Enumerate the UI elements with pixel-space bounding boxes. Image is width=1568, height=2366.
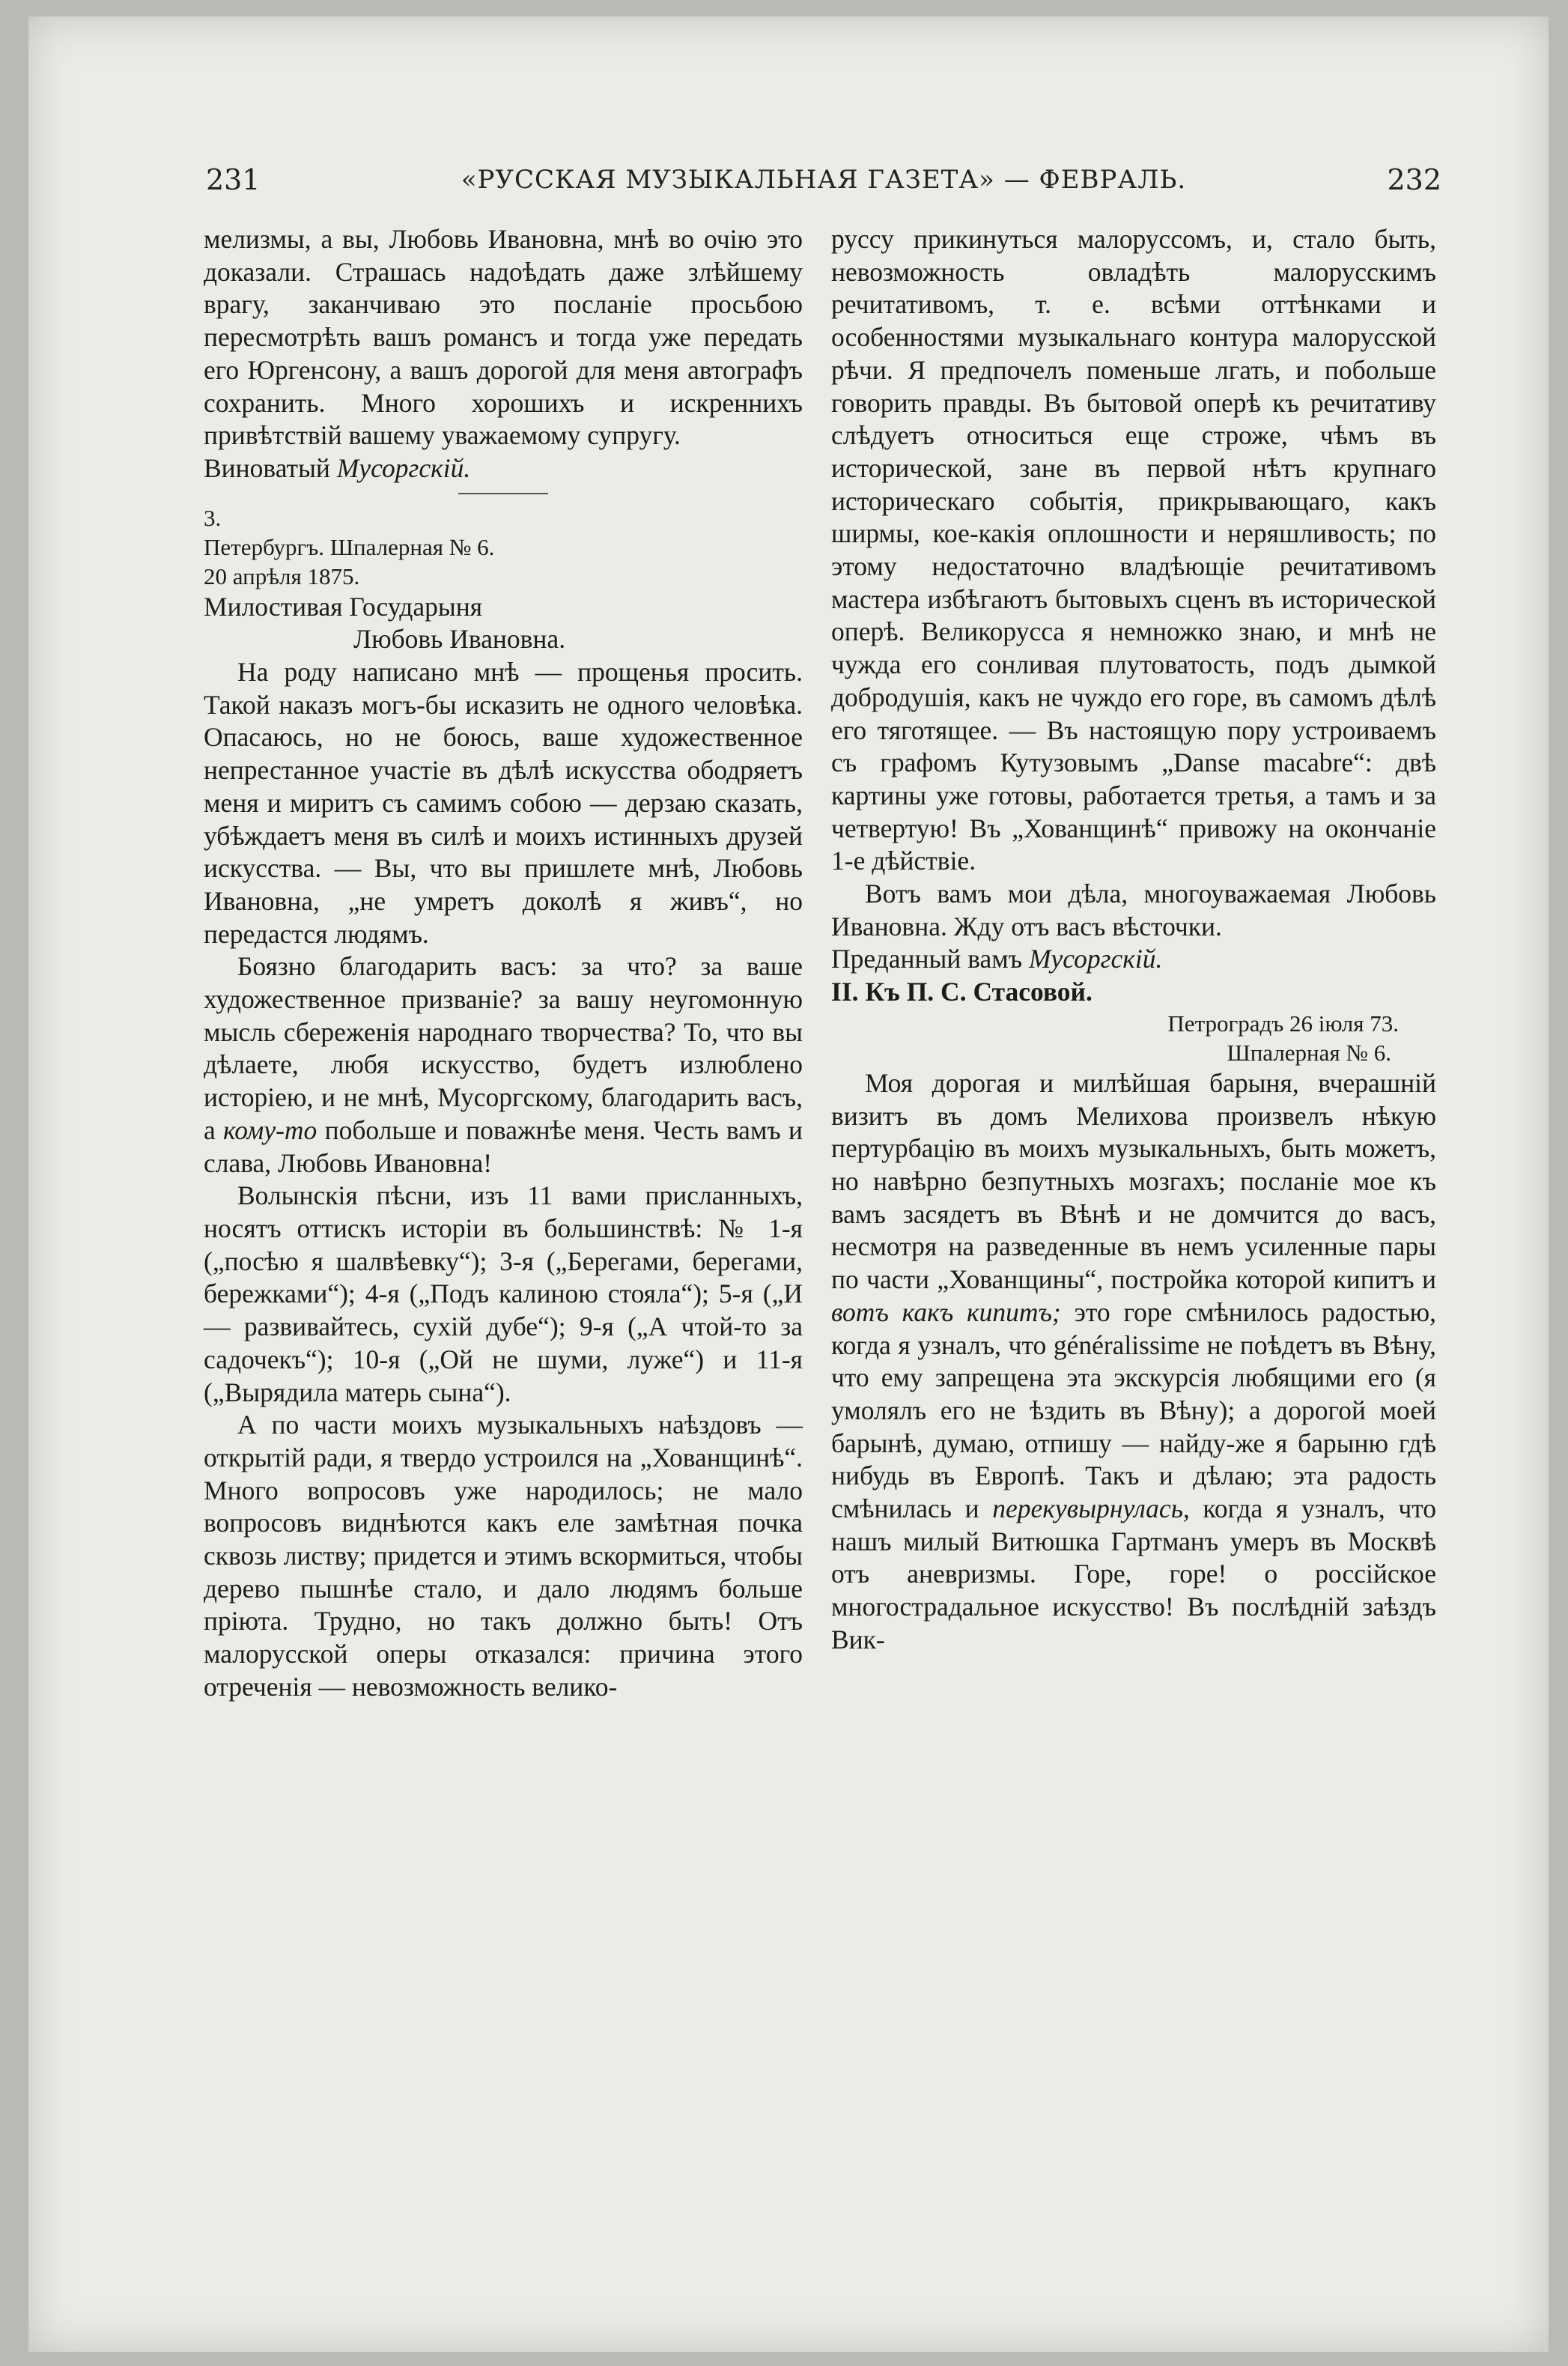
journal-title: «РУССКАЯ МУЗЫКАЛЬНАЯ ГАЗЕТА» — ФЕВРАЛЬ. (461, 165, 1187, 195)
salutation-name: Любовь Ивановна. (353, 624, 566, 655)
letter-address: Петроградъ 26 іюля 73. (1167, 1010, 1399, 1037)
divider (458, 493, 548, 494)
paragraph: На роду написано мнѣ — прощенья просить. Такой наказъ могъ-бы исказить не одного человѣка. Опасаюсь, но не боюсь, ваше художественное непрестанное участіе въ дѣлѣ искусства ободряетъ меня и миритъ съ самимъ собою — дерзаю сказать, убѣждаетъ меня въ силѣ и моихъ истинныхъ друзей искусства. — Вы, что вы пришлете мнѣ, Любовь Ивановна, „не умретъ доколѣ я живъ“, но передастся людямъ. (204, 657, 803, 949)
paragraph: Вотъ вамъ мои дѣла, многоуважаемая Любовь Ивановна. Жду отъ васъ вѣсточки. (831, 879, 1436, 941)
letter-address: Петербургъ. Шпалерная № 6. (204, 533, 495, 560)
page-number-right: 232 (1387, 163, 1441, 196)
paragraph: мелизмы, а вы, Любовь Ивановна, мнѣ во очію это доказали. Страшась надоѣдать даже злѣйшему врагу, заканчиваю это посланіе просьбою пересмотрѣть вашъ романсъ и тогда уже передать его Юргенсону, а вашъ дорогой для меня автографъ сохранить. Много хорошихъ и искреннихъ привѣтствій вашему уважаемому супругу. (204, 224, 803, 451)
section-heading: II. Къ П. С. Стасовой. (831, 977, 1093, 1007)
letter-address-street: Шпалерная № 6. (1227, 1039, 1391, 1066)
running-header (206, 163, 1441, 201)
page-number-left: 231 (206, 163, 261, 196)
left-column (204, 223, 803, 1704)
signature: Виноватый Мусоргскій. (204, 452, 471, 483)
paragraph: руссу прикинуться малоруссомъ, и, стало быть, невозможность овладѣть малорусскимъ речитативомъ, т. е. всѣми оттѣнками и особенностями музыкальнаго контура малорусской рѣчи. Я предпочелъ поменьше лгать, и побольше говорить правды. Въ бытовой оперѣ къ речитативу слѣдуетъ относиться еще строже, чѣмъ въ исторической, зане въ первой нѣтъ крупнаго историческаго событія, прикрывающаго, какъ ширмы, кое-какія оплошности и неряшливость; по этому недостаточно владѣющіе речитативомъ мастера избѣгаютъ бытовыхъ сценъ въ исторической оперѣ. Великорусса я немножко знаю, и мнѣ не чужда его сонливая плутоватость, подъ дымкой добродушія, какъ не чуждо его горе, въ самомъ дѣлѣ его тяготящее. — Въ настоящую пору устроиваемъ съ графомъ Кутузовымъ „Danse macabre“: двѣ картины уже готовы, работается третья, а тамъ и за четвертую! Въ „Хованщинѣ“ привожу на окончаніе 1-е дѣйствіе. (831, 224, 1436, 876)
paragraph: Боязно благодарить васъ: за что? за ваше художественное призваніе? за вашу неугомонную мысль сбереженія народнаго творчества? То, что вы дѣлаете, любя искусство, будетъ излюблено исторіею, и не мнѣ, Мусоргскому, благодарить васъ, а кому-то побольше и поважнѣе меня. Честь вамъ и слава, Любовь Ивановна! (204, 951, 803, 1178)
signature: Преданный вамъ Мусоргскій. (831, 944, 1163, 974)
paragraph: Моя дорогая и милѣйшая барыня, вчерашній визитъ въ домъ Мелихова произвелъ нѣкую пертурбацію въ моихъ музыкальныхъ, быть можетъ, но навѣрно безпутныхъ мозгахъ; посланіе мое къ вамъ засядетъ въ Вѣнѣ и не домчится до васъ, несмотря на разведенные въ немъ усиленные пары по части „Хованщины“, постройка которой кипитъ и вотъ какъ кипитъ; это горе смѣнилось радостью, когда я узналъ, что généralissime не поѣдетъ въ Вѣну, что ему запрещена эта экскурсія любящими его (я умолялъ его не ѣздить въ Вѣну); а дорогой моей барынѣ, думаю, отпишу — найду-же я барыню гдѣ нибудь въ Европѣ. Такъ и дѣлаю; эта радость смѣнилась и перекувырнулась, когда я узналъ, что нашъ милый Витюшка Гартманъ умеръ въ Москвѣ отъ аневризмы. Горе, горе! о россійское многострадальное искусство! Въ послѣдній заѣздъ Вик- (831, 1067, 1437, 1654)
right-column (831, 223, 1436, 1657)
letter-number: 3. (204, 504, 222, 531)
letter-date: 20 апрѣля 1875. (204, 562, 360, 589)
salutation: Милостивая Государыня (204, 591, 483, 622)
paragraph: Волынскія пѣсни, изъ 11 вами присланныхъ, носятъ оттискъ исторіи въ большинствѣ: № 1-я („посѣю я шалвѣевку“); 3-я („Берегами, берегами, бережками“); 4-я („Подъ калиною стояла“); 5-я („И — развивайтесь, сухій дубе“); 9-я („А чтой-то за садочекъ“); 10-я („Ой не шуми, луже“) и 11-я („Вырядила матерь сына“). (204, 1180, 803, 1407)
paragraph: А по части моихъ музыкальныхъ наѣздовъ — открытій ради, я твердо устроился на „Хованщинѣ“. Много вопросовъ уже народилось; не мало вопросовъ виднѣются какъ еле замѣтная почка сквозь листву; придется и этимъ вскормиться, чтобы дерево пышнѣе стало, и дало людямъ больше пріюта. Трудно, но такъ должно быть! Отъ малорусской оперы отказался: причина этого отреченія — невозможность велико- (204, 1410, 803, 1702)
